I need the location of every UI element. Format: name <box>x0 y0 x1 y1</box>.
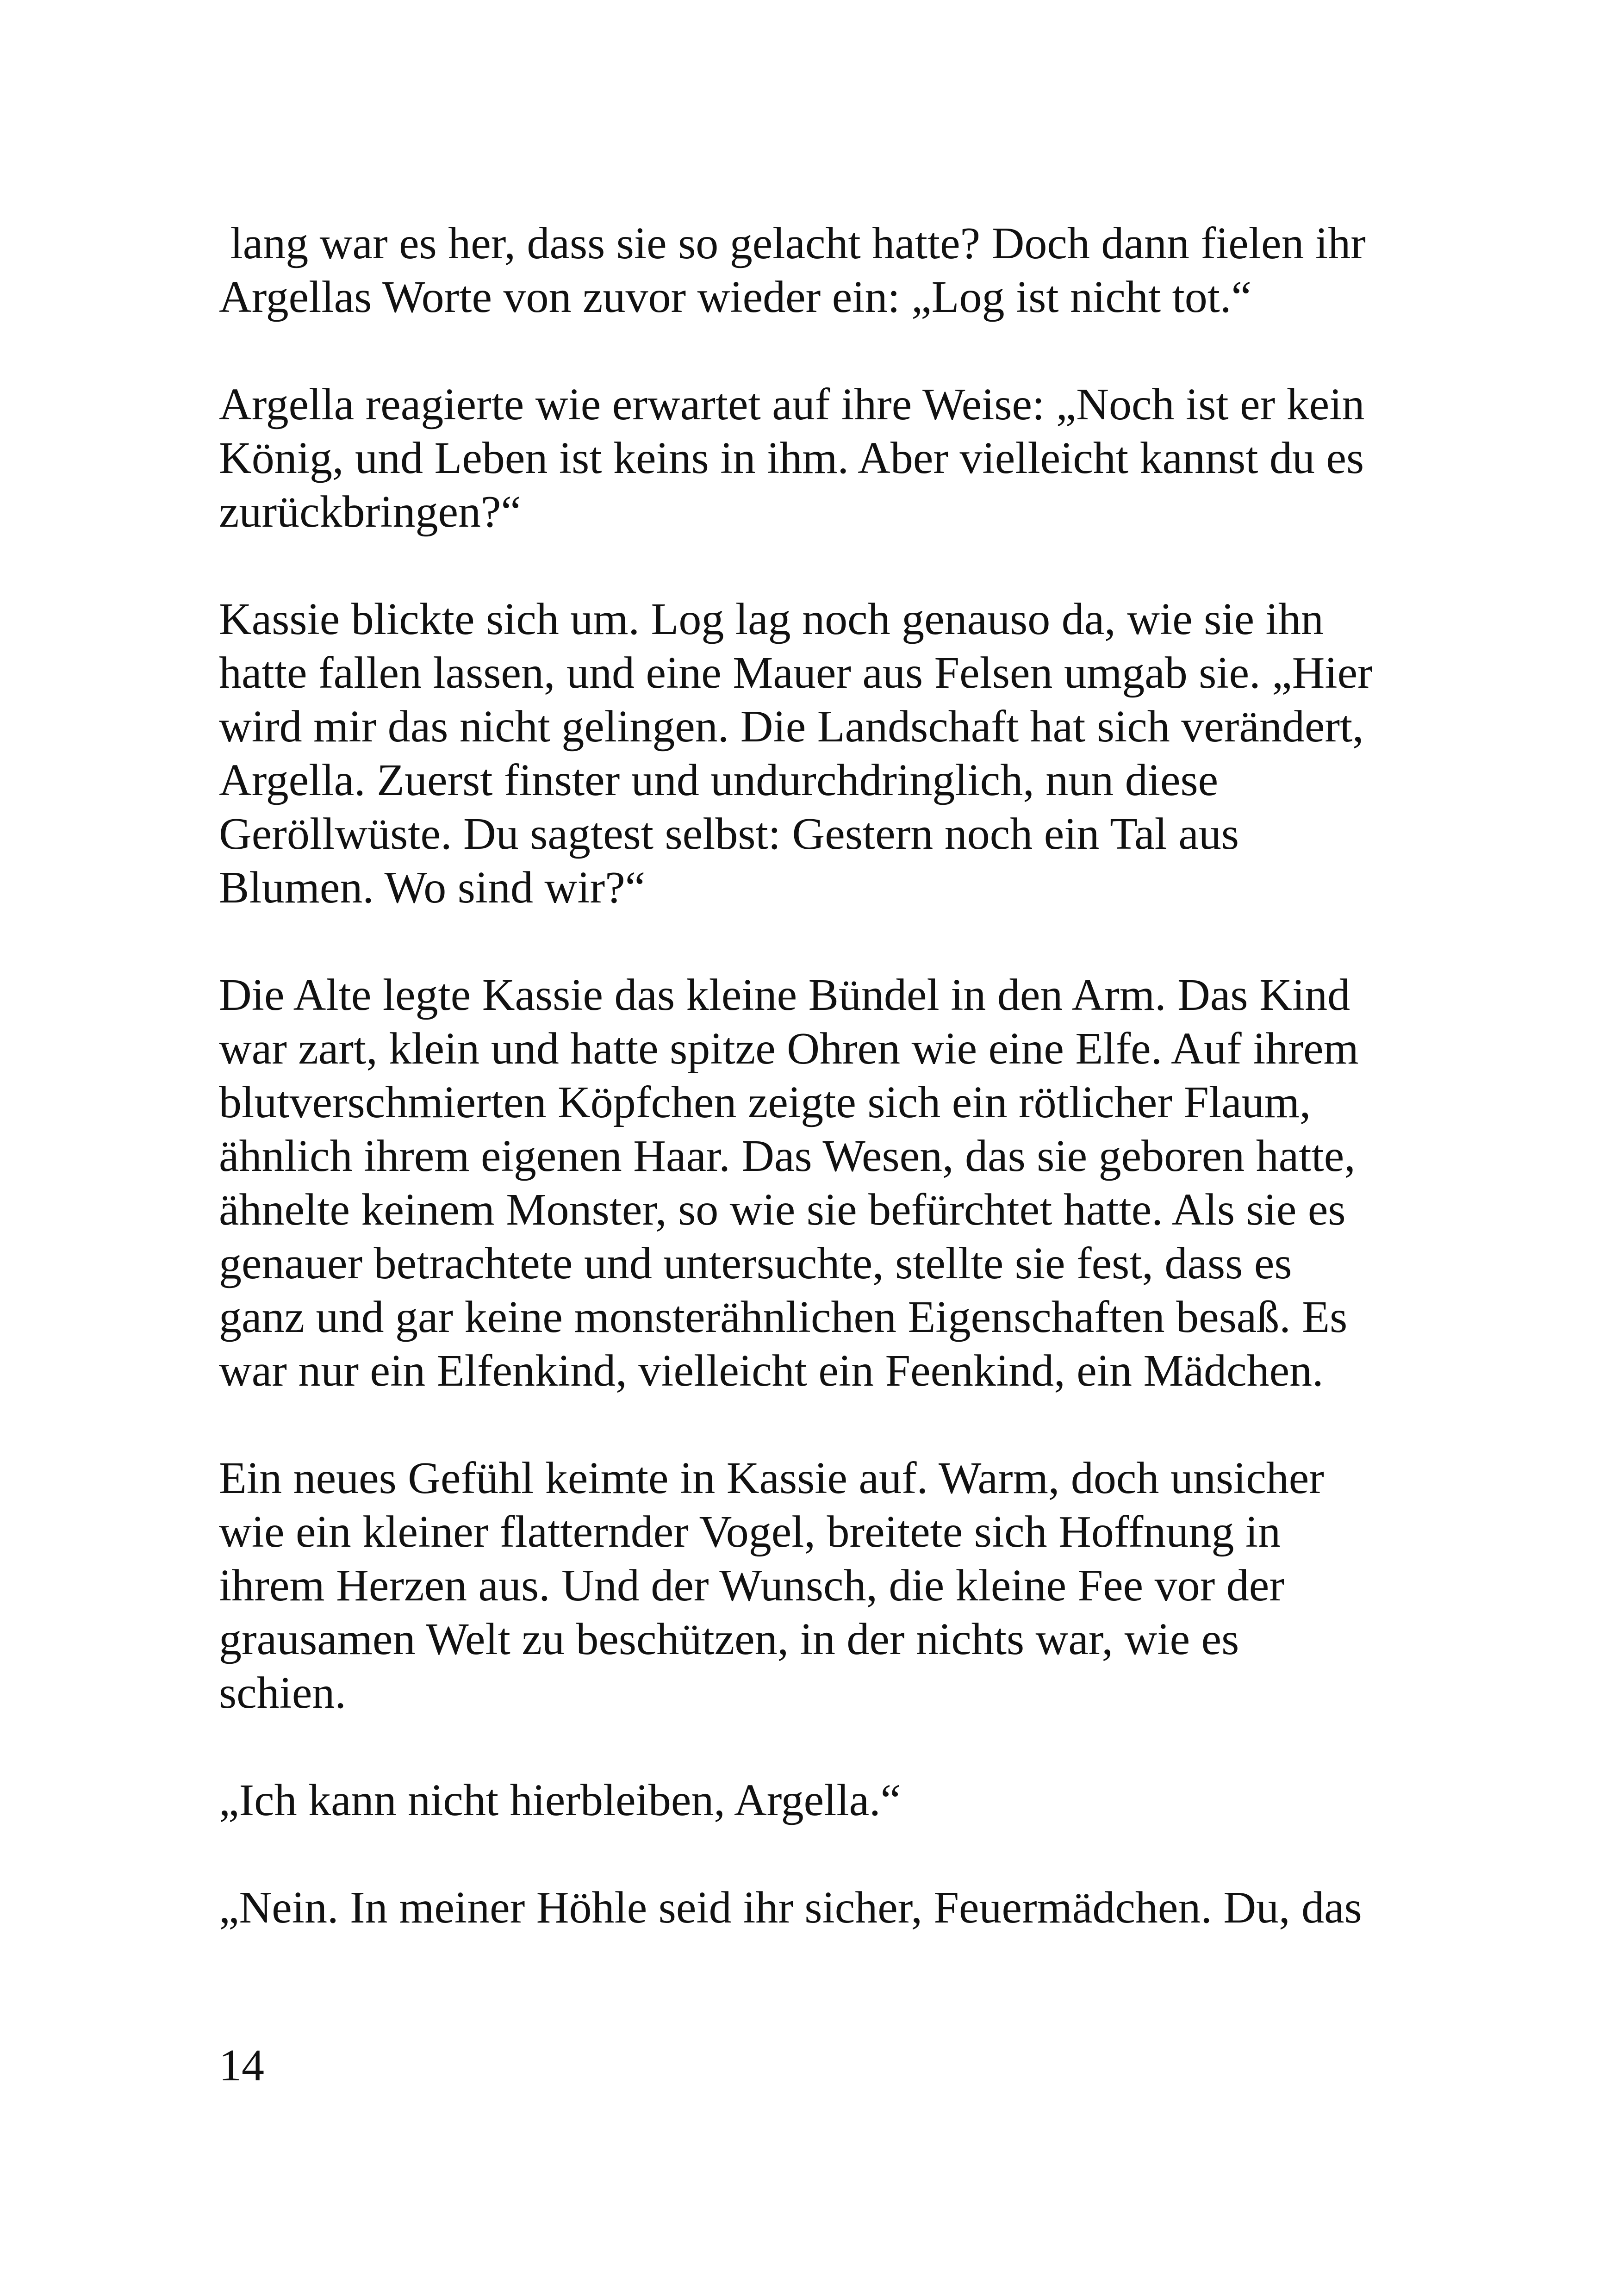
text-line: Ein neues Gefühl keimte in Kassie auf. Warm, doch unsicher <box>219 1453 1324 1503</box>
text-line: ähnlich ihrem eigenen Haar. Das Wesen, das sie geboren hatte, <box>219 1131 1356 1181</box>
text-line: „Ich kann nicht hierbleiben, Argella.“ <box>219 1775 901 1825</box>
paragraph-5 <box>219 1451 1431 1720</box>
text-line: war nur ein Elfenkind, vielleicht ein Feenkind, ein Mädchen. <box>219 1346 1324 1396</box>
text-line: hatte fallen lassen, und eine Mauer aus Felsen umgab sie. „Hier <box>219 648 1373 698</box>
paragraph-2 <box>219 378 1431 539</box>
text-line: Blumen. Wo sind wir?“ <box>219 863 646 913</box>
text-line: ähnelte keinem Monster, so wie sie befürchtet hatte. Als sie es <box>219 1185 1346 1235</box>
text-line: lang war es her, dass sie so gelacht hatte? Doch dann fielen ihr <box>219 218 1366 268</box>
text-line: König, und Leben ist keins in ihm. Aber vielleicht kannst du es <box>219 433 1364 483</box>
text-line: war zart, klein und hatte spitze Ohren wie eine Elfe. Auf ihrem <box>219 1024 1359 1074</box>
paragraph-6 <box>219 1773 1431 1827</box>
body-text <box>219 217 1431 1988</box>
paragraph-3 <box>219 592 1431 915</box>
text-line: grausamen Welt zu beschützen, in der nichts war, wie es <box>219 1614 1239 1664</box>
text-line: Die Alte legte Kassie das kleine Bündel in den Arm. Das Kind <box>219 970 1350 1020</box>
text-line: blutverschmierten Köpfchen zeigte sich ein rötlicher Flaum, <box>219 1077 1311 1127</box>
paragraph-4 <box>219 968 1431 1398</box>
text-line: zurückbringen?“ <box>219 487 521 537</box>
text-line: „Nein. In meiner Höhle seid ihr sicher, Feuermädchen. Du, das <box>219 1883 1362 1933</box>
page-number: 14 <box>219 2041 264 2091</box>
text-line: Argellas Worte von zuvor wieder ein: „Log ist nicht tot.“ <box>219 272 1252 322</box>
text-line: ganz und gar keine monsterähnlichen Eigenschaften besaß. Es <box>219 1292 1348 1342</box>
text-line: wird mir das nicht gelingen. Die Landschaft hat sich verändert, <box>219 702 1364 752</box>
text-line: Argella. Zuerst finster und undurchdringlich, nun diese <box>219 755 1219 805</box>
text-line: genauer betrachtete und untersuchte, stellte sie fest, dass es <box>219 1238 1292 1288</box>
text-line: Argella reagierte wie erwartet auf ihre Weise: „Noch ist er kein <box>219 380 1365 429</box>
text-line: Geröllwüste. Du sagtest selbst: Gestern noch ein Tal aus <box>219 809 1239 859</box>
text-line: ihrem Herzen aus. Und der Wunsch, die kleine Fee vor der <box>219 1561 1284 1611</box>
text-line: schien. <box>219 1668 346 1718</box>
paragraph-1 <box>219 217 1431 324</box>
paragraph-7 <box>219 1881 1431 1935</box>
text-line: Kassie blickte sich um. Log lag noch genauso da, wie sie ihn <box>219 594 1324 644</box>
text-line: wie ein kleiner flatternder Vogel, breitete sich Hoffnung in <box>219 1507 1281 1557</box>
